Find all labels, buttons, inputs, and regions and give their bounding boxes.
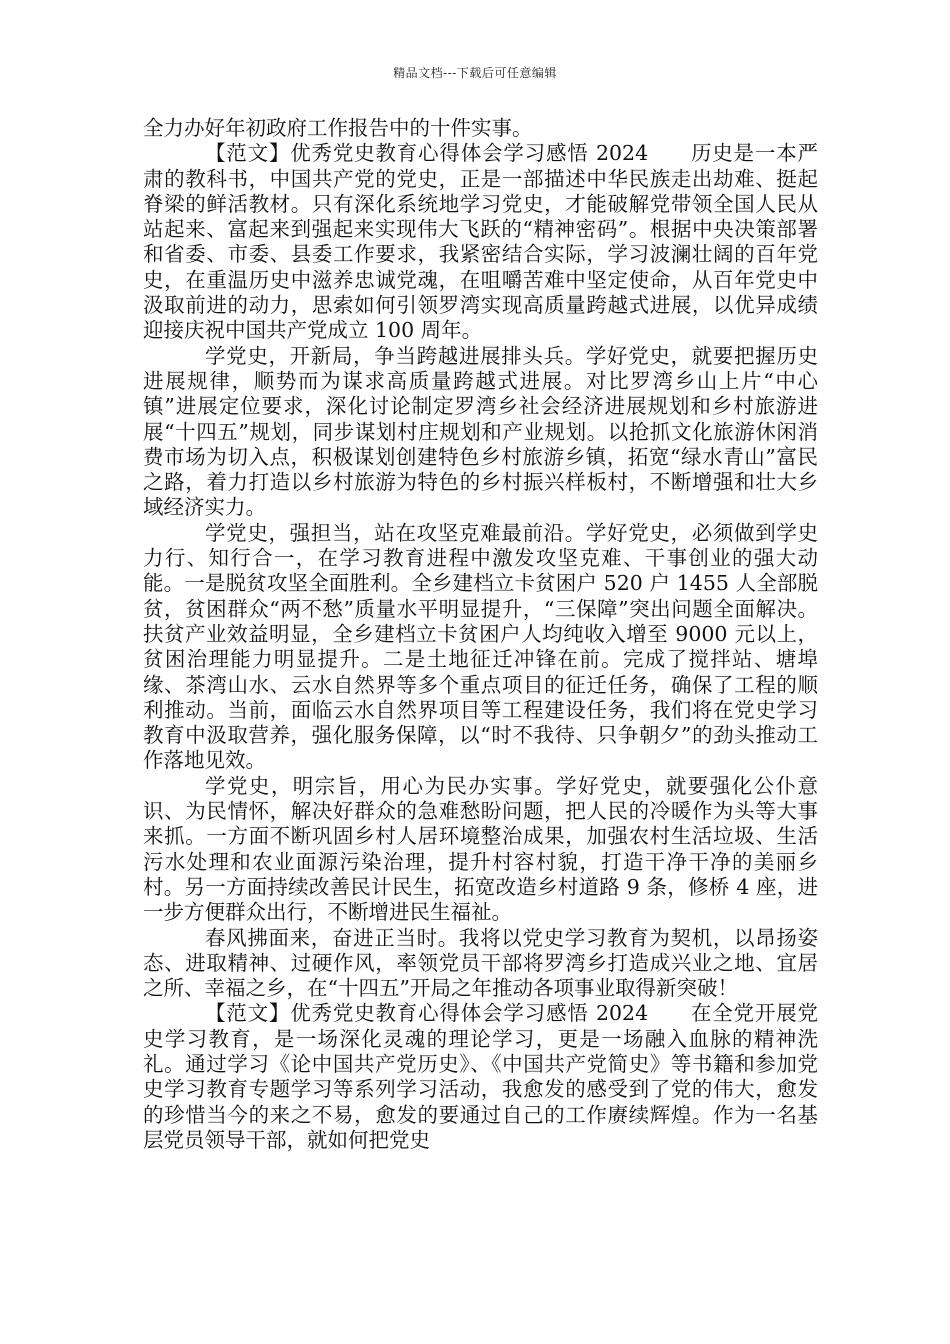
paragraph-text: 全力办好年初政府工作报告中的十件实事。 bbox=[143, 116, 533, 140]
paragraph-responsibility bbox=[143, 521, 818, 774]
paragraph-conclusion bbox=[143, 926, 818, 1002]
paragraph-text: 学党史，明宗旨，用心为民办实事。学好党史，就要强化公仆意识、为民情怀，解决好群众的急难愁盼问题，把人民的冷暖作为头等大事来抓。一方面不断巩固乡村人居环境整治成果，加强农村生活垃圾、生活污水处理和农业面源污染治理，提升村容村貌，打造干净干净的美丽乡村。另一方面持续改善民计民生，拓宽改造乡村道路 9 条，修桥 4 座，进一步方便群众出行，不断增进民生福祉。 bbox=[143, 773, 818, 925]
paragraph-text: 春风拂面来，奋进正当时。我将以党史学习教育为契机，以昂扬姿态、进取精神、过硬作风，率领党员干部将罗湾乡打造成兴业之地、宜居之所、幸福之乡，在“十四五”开局之年推动各项事业取得新突破！ bbox=[143, 925, 818, 1001]
paragraph-essay-1-intro bbox=[143, 141, 818, 343]
paragraph-serve-people bbox=[143, 774, 818, 926]
paragraph-new-situation bbox=[143, 344, 818, 521]
essay-title: 【范文】优秀党史教育心得体会学习感悟 2024 bbox=[205, 1001, 649, 1026]
document-body bbox=[143, 116, 818, 1153]
paragraph-text: 学党史，开新局，争当跨越进展排头兵。学好党史，就要把握历史进展规律，顺势而为谋求高质量跨越式进展。对比罗湾乡山上片“中心镇”进展定位要求，深化讨论制定罗湾乡社会经济进展规划和乡村旅游进展“十四五”规划，同步谋划村庄规划和产业规划。以抢抓文化旅游休闲消费市场为切入点，积极谋划创建特色乡村旅游乡镇，拓宽“绿水青山”富民之路，着力打造以乡村旅游为特色的乡村振兴样板村，不断增强和壮大乡域经济实力。 bbox=[143, 343, 818, 520]
essay-title: 【范文】优秀党史教育心得体会学习感悟 2024 bbox=[205, 141, 649, 166]
paragraph-text: 在全党开展党史学习教育，是一场深化灵魂的理论学习，更是一场融入血脉的精神洗礼。通过学习《论中国共产党历史》、《中国共产党简史》等书籍和参加党史学习教育专题学习等系列学习活动，我愈发的感受到了党的伟大，愈发的珍惜当今的来之不易，愈发的要通过自己的工作赓续辉煌。作为一名基层党员领导干部，就如何把党史 bbox=[143, 1001, 818, 1152]
paragraph-text: 学党史，强担当，站在攻坚克难最前沿。学好党史，必须做到学史力行、知行合一，在学习教育进程中激发攻坚克难、干事创业的强大动能。一是脱贫攻坚全面胜利。全乡建档立卡贫困户 520 户 1455 人全部脱贫，贫困群众“两不愁”质量水平明显提升，“三保障”突出问题全面解决。扶贫产业效益明显，全乡建档立卡贫困户人均纯收入增至 9000 元以上，贫困治理能力明显提升。二是土地征迁冲锋在前。完成了搅拌站、塘埠缘、茶湾山水、云水自然界等多个重点项目的征迁任务，确保了工程的顺利推动。当前，面临云水自然界项目等工程建设任务，我们将在党史学习教育中汲取营养，强化服务保障，以“时不我待、只争朝夕”的劲头推动工作落地见效。 bbox=[143, 520, 818, 773]
paragraph-text: 历史是一本严肃的教科书，中国共产党的党史，正是一部描述中华民族走出劫难、挺起脊梁的鲜活教材。只有深化系统地学习党史，才能破解党带领全国人民从站起来、富起来到强起来实现伟大飞跃的“精神密码”。根据中央决策部署和省委、市委、县委工作要求，我紧密结合实际，学习波澜壮阔的百年党史，在重温历史中滋养忠诚党魂，在咀嚼苦难中坚定使命，从百年党史中汲取前进的动力，思索如何引领罗湾实现高质量跨越式进展，以优异成绩迎接庆祝中国共产党成立 100 周年。 bbox=[143, 141, 818, 343]
paragraph-continuation bbox=[143, 116, 818, 141]
paragraph-essay-2-intro bbox=[143, 1001, 818, 1153]
page-header: 精品文档---下载后可任意编辑 bbox=[393, 66, 557, 80]
